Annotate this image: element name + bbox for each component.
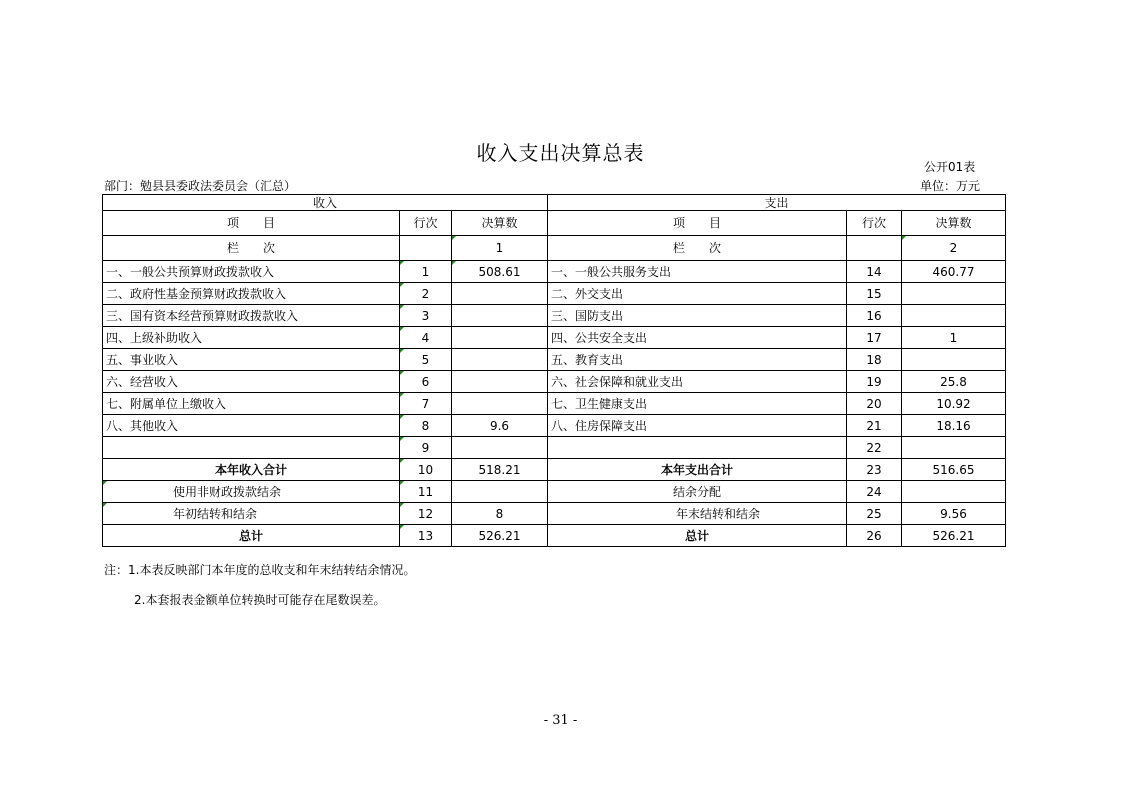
income-item: 四、上级补助收入 [103, 327, 400, 349]
income-row-no: 12 [400, 503, 452, 525]
expense-amount: 25.8 [902, 371, 1006, 393]
income-row-no: 11 [400, 481, 452, 503]
department-label: 部门：勉县县委政法委员会（汇总） [104, 179, 297, 193]
page-title: 收入支出决算总表 [476, 141, 645, 165]
page-number: - 31 - [543, 713, 578, 728]
income-row-no: 10 [400, 459, 452, 481]
expense-row-no: 24 [847, 481, 902, 503]
end-balance-amount: 9.56 [902, 503, 1006, 525]
table-row [103, 349, 1006, 371]
income-row-no: 1 [400, 261, 452, 283]
expense-item: 七、卫生健康支出 [548, 393, 847, 415]
income-amount: 9.6 [452, 415, 548, 437]
expense-row-no: 17 [847, 327, 902, 349]
income-amount: 508.61 [452, 261, 548, 283]
income-amount [452, 327, 548, 349]
expense-amount [902, 437, 1006, 459]
expense-amount [902, 283, 1006, 305]
year-total-row [103, 459, 1006, 481]
note-2: 2.本套报表金额单位转换时可能存在尾数误差。 [134, 593, 386, 607]
expense-item: 八、住房保障支出 [548, 415, 847, 437]
expense-row-no: 26 [847, 525, 902, 547]
non-fiscal-surplus-amount [452, 481, 548, 503]
expense-row-no: 16 [847, 305, 902, 327]
income-row-no: 13 [400, 525, 452, 547]
income-row-no-header: 行次 [400, 211, 452, 236]
income-item: 三、国有资本经营预算财政拨款收入 [103, 305, 400, 327]
income-row-no: 4 [400, 327, 452, 349]
income-item: 一、一般公共预算财政拨款收入 [103, 261, 400, 283]
table-row [103, 283, 1006, 305]
expense-amount [902, 305, 1006, 327]
year-expense-total-amount: 516.65 [902, 459, 1006, 481]
grand-expense-total-label: 总计 [548, 525, 847, 547]
income-item-header: 项 目 [103, 211, 400, 236]
income-amount [452, 305, 548, 327]
income-amount [452, 393, 548, 415]
expense-amount: 18.16 [902, 415, 1006, 437]
grand-expense-total-amount: 526.21 [902, 525, 1006, 547]
expense-row-no: 15 [847, 283, 902, 305]
grand-income-total-label: 总计 [103, 525, 400, 547]
income-amount [452, 371, 548, 393]
end-balance-label: 年末结转和结余 [548, 503, 847, 525]
income-item: 八、其他收入 [103, 415, 400, 437]
table-row [103, 327, 1006, 349]
budget-summary-table [102, 194, 1006, 547]
expense-amount-header: 决算数 [902, 211, 1006, 236]
note-1: 注：1.本表反映部门本年度的总收支和年末结转结余情况。 [104, 563, 416, 577]
notes [104, 555, 415, 615]
income-row-no: 3 [400, 305, 452, 327]
expense-amount: 10.92 [902, 393, 1006, 415]
table-row [103, 503, 1006, 525]
expense-item: 六、社会保障和就业支出 [548, 371, 847, 393]
expense-row-no: 19 [847, 371, 902, 393]
income-column-blank [400, 236, 452, 261]
unit-label: 单位：万元 [920, 179, 981, 193]
year-income-total-label: 本年收入合计 [103, 459, 400, 481]
grand-income-total-amount: 526.21 [452, 525, 548, 547]
income-row-no: 9 [400, 437, 452, 459]
begin-balance-amount: 8 [452, 503, 548, 525]
income-item: 六、经营收入 [103, 371, 400, 393]
grand-total-row [103, 525, 1006, 547]
expense-row-no: 20 [847, 393, 902, 415]
income-amount-header: 决算数 [452, 211, 548, 236]
expense-row-no: 18 [847, 349, 902, 371]
begin-balance-label: 年初结转和结余 [103, 503, 400, 525]
income-amount [452, 349, 548, 371]
expense-row-no: 23 [847, 459, 902, 481]
table-row [103, 481, 1006, 503]
expense-item-header: 项 目 [548, 211, 847, 236]
expense-row-no: 14 [847, 261, 902, 283]
income-row-no: 6 [400, 371, 452, 393]
surplus-distribution-label: 结余分配 [548, 481, 847, 503]
table-row [103, 261, 1006, 283]
expense-item: 四、公共安全支出 [548, 327, 847, 349]
surplus-distribution-amount [902, 481, 1006, 503]
expense-item [548, 437, 847, 459]
expense-amount: 460.77 [902, 261, 1006, 283]
income-amount [452, 283, 548, 305]
income-item: 七、附属单位上缴收入 [103, 393, 400, 415]
expense-header: 支出 [548, 195, 1006, 211]
table-row [103, 437, 1006, 459]
income-row-no: 7 [400, 393, 452, 415]
year-income-total-amount: 518.21 [452, 459, 548, 481]
year-expense-total-label: 本年支出合计 [548, 459, 847, 481]
non-fiscal-surplus-label: 使用非财政拨款结余 [103, 481, 400, 503]
income-item: 五、事业收入 [103, 349, 400, 371]
income-item: 二、政府性基金预算财政拨款收入 [103, 283, 400, 305]
income-row-no: 2 [400, 283, 452, 305]
expense-item: 五、教育支出 [548, 349, 847, 371]
expense-amount: 1 [902, 327, 1006, 349]
expense-row-no: 22 [847, 437, 902, 459]
income-item [103, 437, 400, 459]
table-row [103, 415, 1006, 437]
income-column-number: 1 [452, 236, 548, 261]
income-row-no: 8 [400, 415, 452, 437]
income-row-no: 5 [400, 349, 452, 371]
expense-column-number: 2 [902, 236, 1006, 261]
income-amount [452, 437, 548, 459]
expense-item: 一、一般公共服务支出 [548, 261, 847, 283]
expense-row-no: 21 [847, 415, 902, 437]
income-header: 收入 [103, 195, 548, 211]
form-code: 公开01表 [924, 160, 976, 174]
expense-item: 三、国防支出 [548, 305, 847, 327]
income-column-label: 栏 次 [103, 236, 400, 261]
expense-item: 二、外交支出 [548, 283, 847, 305]
table-row [103, 393, 1006, 415]
expense-amount [902, 349, 1006, 371]
expense-column-blank [847, 236, 902, 261]
table-row [103, 305, 1006, 327]
expense-column-label: 栏 次 [548, 236, 847, 261]
expense-row-no-header: 行次 [847, 211, 902, 236]
table-row [103, 371, 1006, 393]
expense-row-no: 25 [847, 503, 902, 525]
